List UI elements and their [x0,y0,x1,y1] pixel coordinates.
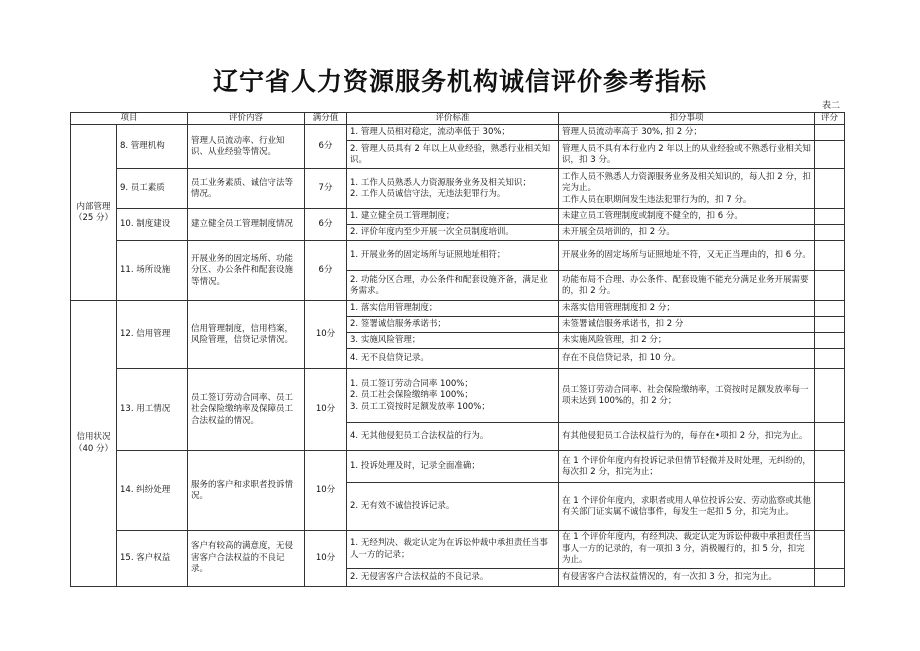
deduction-cell: 管理人员不具有本行业内 2 年以上的从业经验或不熟悉行业相关知识，扣 3 分。 [559,141,815,169]
rating-cell [815,125,845,141]
deduction-cell: 未签署诚信服务承诺书，扣 2 分 [559,317,815,333]
evaluation-content-cell: 管理人员流动率、行业知识、从业经验等情况。 [188,125,305,169]
standard-cell: 4. 无其他侵犯员工合法权益的行为。 [347,423,559,451]
standard-cell: 2. 无侵害客户合法权益的不良记录。 [347,568,559,586]
rating-cell [815,225,845,241]
item-name-cell: 15. 客户权益 [117,531,188,586]
rating-cell [815,271,845,301]
deduction-cell: 管理人员流动率高于 30%, 扣 2 分； [559,125,815,141]
header-max-score: 满分值 [305,113,347,125]
rating-cell [815,333,845,349]
standard-cell: 1. 落实信用管理制度； [347,301,559,317]
category-cell: 内部管理（25 分） [71,125,117,301]
deduction-cell: 未实施风险管理，扣 2 分； [559,333,815,349]
item-name-cell: 9. 员工素质 [117,169,188,209]
item-name-cell: 14. 纠纷处理 [117,451,188,531]
evaluation-content-cell: 信用管理制度，信用档案，风险管理，信贷记录情况。 [188,301,305,369]
evaluation-table [70,112,845,587]
deduction-cell: 在 1 个评价年度内，有经判决、裁定认定为诉讼仲裁中承担责任当事人一方的记录的，有一项扣 3 分，消极履行的，扣 5 分，扣完为止。 [559,531,815,568]
standard-cell: 2. 评价年度内至少开展一次全员制度培训。 [347,225,559,241]
item-name-cell: 13. 用工情况 [117,369,188,451]
standard-cell: 1. 开展业务的固定场所与证照地址相符； [347,241,559,271]
evaluation-content-cell: 服务的客户和求职者投诉情况。 [188,451,305,531]
rating-cell [815,369,845,423]
evaluation-content-cell: 开展业务的固定场所、功能分区、办公条件和配套设施等情况。 [188,241,305,301]
rating-cell [815,568,845,586]
deduction-cell: 在 1 个评价年度内有投诉记录但情节轻微并及时处理，无纠纷的，每次扣 2 分，扣完为止； [559,451,815,483]
category-cell: 信用状况（40 分） [71,301,117,586]
standard-cell: 1. 员工签订劳动合同率 100%； 2. 员工社会保险缴纳率 100%； 3. 员工工资按时足额发放率 100%； [347,369,559,423]
rating-cell [815,241,845,271]
standard-cell: 4. 无不良信贷记录。 [347,349,559,369]
max-score-cell: 6分 [305,209,347,241]
rating-cell [815,209,845,225]
header-rating: 评分 [815,113,845,125]
page-title: 辽宁省人力资源服务机构诚信评价参考指标 [212,67,707,96]
table-body [71,125,845,586]
header-deduction: 扣分事项 [559,113,815,125]
deduction-cell: 功能布局不合理、办公条件、配套设施不能充分满足业务开展需要的，扣 2 分。 [559,271,815,301]
table-row [71,301,845,317]
evaluation-content-cell: 客户有较高的满意度，无侵害客户合法权益的不良记录。 [188,531,305,586]
item-name-cell: 11. 场所设施 [117,241,188,301]
deduction-cell: 未落实信用管理制度扣 2 分； [559,301,815,317]
max-score-cell: 10分 [305,369,347,451]
deduction-cell: 员工签订劳动合同率、社会保险缴纳率，工资按时足额发放率每一项未达到 100%的，扣 2 分； [559,369,815,423]
max-score-cell: 7分 [305,169,347,209]
item-name-cell: 12. 信用管理 [117,301,188,369]
standard-cell: 2. 功能分区合理，办公条件和配套设施齐备，满足业务需求。 [347,271,559,301]
rating-cell [815,141,845,169]
deduction-cell: 有侵害客户合法权益情况的，有一次扣 3 分，扣完为止。 [559,568,815,586]
header-project: 项目 [71,113,188,125]
standard-cell: 2. 管理人员具有 2 年以上从业经验，熟悉行业相关知识。 [347,141,559,169]
table-number: 表二 [821,101,840,111]
evaluation-content-cell: 建立健全员工管理制度情况 [188,209,305,241]
max-score-cell: 10分 [305,451,347,531]
evaluation-content-cell: 员工业务素质、诚信守法等情况。 [188,169,305,209]
table-row [71,451,845,483]
rating-cell [815,169,845,209]
evaluation-content-cell: 员工签订劳动合同率、员工社会保险缴纳率及保障员工合法权益的情况。 [188,369,305,451]
deduction-cell: 工作人员不熟悉人力资源服务业务及相关知识的，每人扣 2 分，扣完为止。 工作人员在职期间发生违法犯罪行为的，扣 7 分。 [559,169,815,209]
rating-cell [815,317,845,333]
table-row [71,531,845,568]
standard-cell: 1. 工作人员熟悉人力资源服务业务及相关知识； 2. 工作人员诚信守法，无违法犯罪行为。 [347,169,559,209]
deduction-cell: 有其他侵犯员工合法权益行为的，每存在•项扣 2 分，扣完为止。 [559,423,815,451]
max-score-cell: 10分 [305,531,347,586]
table-row [71,369,845,423]
standard-cell: 1. 投诉处理及时，记录全面准确； [347,451,559,483]
item-name-cell: 8. 管理机构 [117,125,188,169]
table-row [71,125,845,141]
max-score-cell: 6分 [305,241,347,301]
standard-cell: 2. 无有效不诚信投诉记录。 [347,483,559,531]
standard-cell: 1. 建立健全员工管理制度； [347,209,559,225]
rating-cell [815,349,845,369]
rating-cell [815,483,845,531]
header-row [71,113,845,125]
item-name-cell: 10. 制度建设 [117,209,188,241]
table-row [71,169,845,209]
header-content: 评价内容 [188,113,305,125]
max-score-cell: 6分 [305,125,347,169]
rating-cell [815,451,845,483]
deduction-cell: 存在不良信贷记录，扣 10 分。 [559,349,815,369]
deduction-cell: 未建立员工管理制度或制度不健全的，扣 6 分。 [559,209,815,225]
header-standard: 评价标准 [347,113,559,125]
rating-cell [815,531,845,568]
rating-cell [815,423,845,451]
table-row [71,209,845,225]
deduction-cell: 未开展全员培训的，扣 2 分。 [559,225,815,241]
standard-cell: 3. 实施风险管理； [347,333,559,349]
max-score-cell: 10分 [305,301,347,369]
standard-cell: 2. 签署诚信服务承诺书； [347,317,559,333]
deduction-cell: 在 1 个评价年度内，求职者或用人单位投诉公安、劳动监察或其他有关部门证实属不诚信事件，每发生一起扣 5 分，扣完为止。 [559,483,815,531]
standard-cell: 1. 无经判决、裁定认定为在诉讼仲裁中承担责任当事人一方的记录； [347,531,559,568]
rating-cell [815,301,845,317]
standard-cell: 1. 管理人员相对稳定，流动率低于 30%； [347,125,559,141]
deduction-cell: 开展业务的固定场所与证照地址不符，又无正当理由的，扣 6 分。 [559,241,815,271]
table-row [71,241,845,271]
